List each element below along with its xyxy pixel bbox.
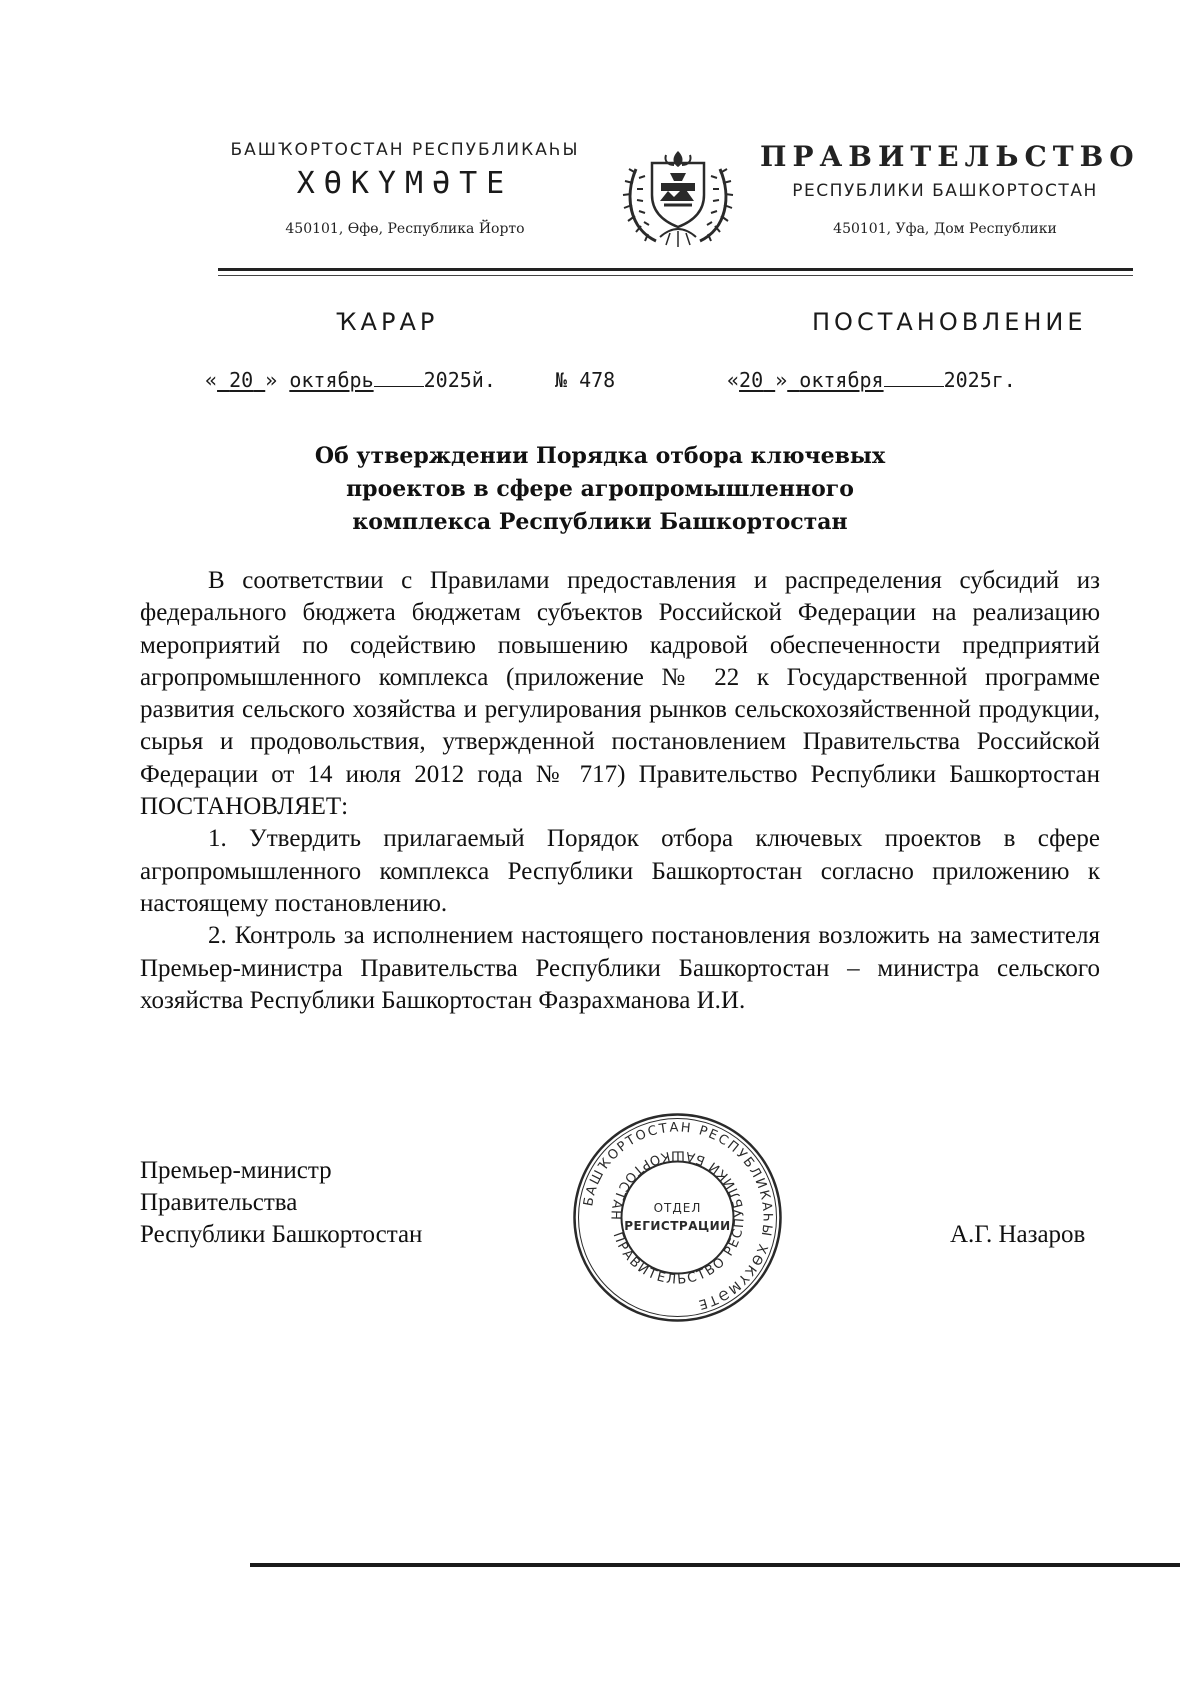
document-body	[140, 565, 1100, 1017]
signatory-position-line2: Правительства	[140, 1189, 298, 1216]
header-left-address: 450101, Өфө, Республика Йорто	[285, 221, 525, 237]
body-item-1: 1. Утвердить прилагаемый Порядок отбора ключевых проектов в сфере агропромышленного комплекса Республики Башкортостан согласно приложению к настоящему постановлению.	[140, 825, 1100, 917]
header-right-line1: ПРАВИТЕЛЬСТВО	[760, 140, 1140, 173]
document-title-line3: комплекса Республики Башкортостан	[352, 509, 848, 535]
signatory-position	[140, 1155, 422, 1251]
date-russian-year: 2025	[943, 368, 992, 392]
header-right-block	[760, 140, 1140, 237]
document-title-line1: Об утверждении Порядка отбора ключевых	[314, 443, 886, 469]
date-bashkir-year: 2025	[423, 368, 472, 392]
registration-stamp	[570, 1110, 785, 1325]
header-left-line1: БАШҠОРТОСТАН РЕСПУБЛИКАҺЫ	[230, 140, 580, 160]
date-russian-day: 20	[739, 368, 764, 392]
stamp-outer-text: БАШҠОРТОСТАН РЕСПУБЛИКАҺЫ ХӨКҮМӘТЕ	[581, 1120, 775, 1313]
date-russian-close-quote: »	[775, 368, 788, 392]
header-right-line2: РЕСПУБЛИКИ БАШКОРТОСТАН	[792, 181, 1098, 201]
coat-of-arms-icon	[616, 133, 740, 257]
date-russian-open-quote: «	[727, 368, 740, 392]
document-title	[240, 440, 960, 539]
signatory-position-line1: Премьер-министр	[140, 1157, 332, 1184]
document-number-value: 478	[579, 368, 616, 392]
header-right-address: 450101, Уфа, Дом Республики	[833, 221, 1057, 237]
document-number	[555, 368, 615, 392]
doc-type-russian: ПОСТАНОВЛЕНИЕ	[812, 308, 1087, 336]
stamp-inner-text: ПРАВИТЕЛЬСТВО РЕСПУБЛИКИ БАШКОРТОСТАН	[607, 1147, 748, 1288]
header-divider-thick	[218, 268, 1133, 271]
stamp-center-line1: ОТДЕЛ	[653, 1201, 702, 1215]
document-title-line2: проектов в сфере агропромышленного	[346, 476, 854, 502]
signatory-name: А.Г. Назаров	[950, 1221, 1086, 1248]
header-left-line2: ХӨКҮМӘТЕ	[296, 166, 514, 201]
bottom-scan-edge	[250, 1563, 1180, 1567]
date-russian-year-suffix: г.	[991, 368, 1016, 392]
header-left-block	[200, 140, 610, 237]
document-number-label: №	[555, 368, 568, 392]
svg-text:ПРАВИТЕЛЬСТВО РЕСПУБЛИКИ БАШКО	[607, 1147, 747, 1287]
date-bashkir-month: октябрь	[289, 368, 374, 392]
signatory-position-line3: Республики Башкортостан	[140, 1221, 423, 1248]
date-bashkir	[205, 368, 496, 392]
date-bashkir-year-suffix: й.	[471, 368, 496, 392]
stamp-center-line2: РЕГИСТРАЦИИ	[624, 1219, 731, 1233]
date-russian	[727, 368, 1016, 392]
date-russian-month: октября	[799, 368, 884, 392]
body-item-2: 2. Контроль за исполнением настоящего постановления возложить на заместителя Премьер-министра Правительства Республики Башкортостан – министра сельского хозяйства Республики Башкортостан Фазрахманова И.И.	[140, 922, 1100, 1014]
body-intro-paragraph: В соответствии с Правилами предоставления и распределения субсидий из федерального бюджета бюджетам субъектов Российской Федерации на реализацию мероприятий по содействию повышению кадровой обеспеченности предприятий агропромышленного комплекса (приложение № 22 к Государственной программе развития сельского хозяйства и регулирования рынков сельскохозяйственной продукции, сырья и продовольствия, утвержденной постановлением Правительства Российской Федерации от 14 июля 2012 года № 717) Правительство Республики Башкортостан ПОСТАНОВЛЯЕТ:	[140, 567, 1100, 821]
doc-type-bashkir: ҠАРАР	[336, 308, 439, 336]
date-bashkir-day: 20	[229, 368, 254, 392]
date-bashkir-open-quote: «	[205, 368, 218, 392]
date-bashkir-close-quote: »	[265, 368, 278, 392]
header-divider-thin	[218, 275, 1133, 276]
